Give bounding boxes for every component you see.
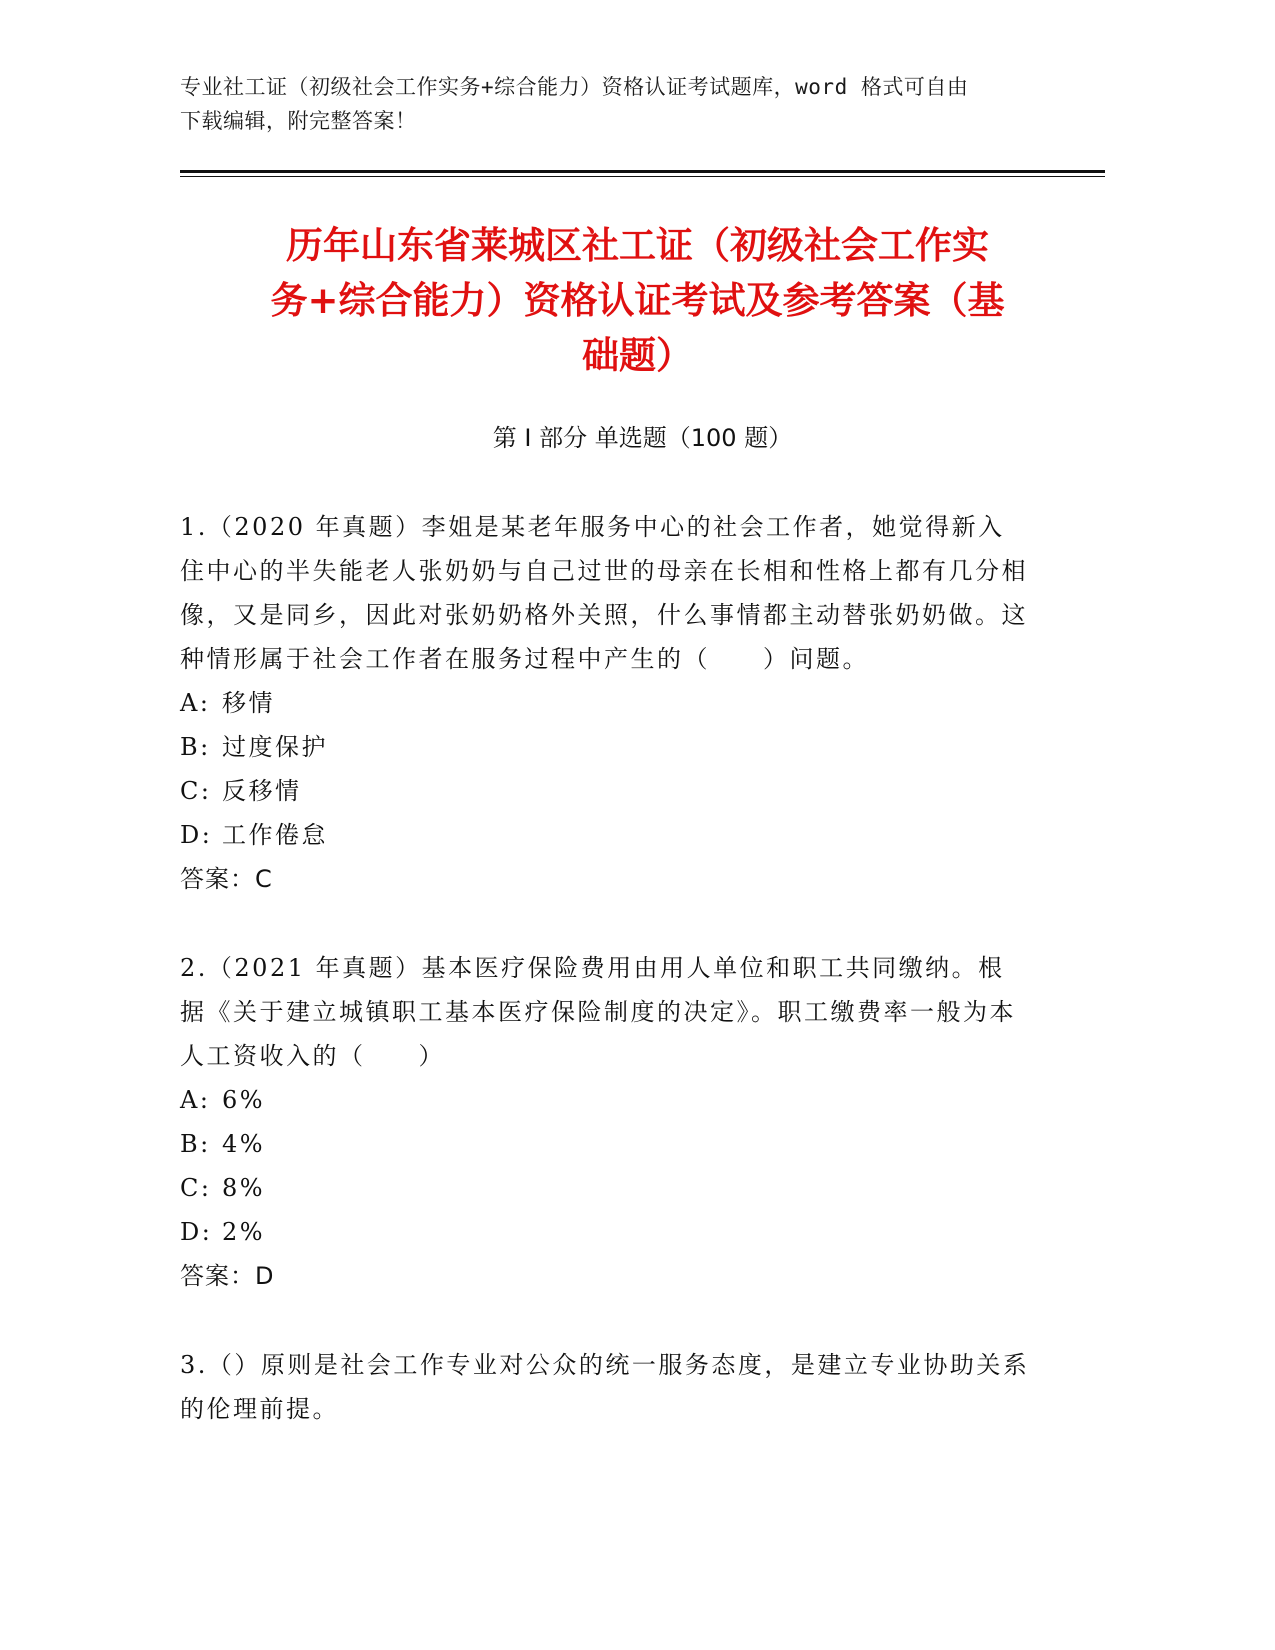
- option-text: 8%: [222, 1174, 266, 1202]
- option-d: [180, 813, 1030, 857]
- option-text: 反移情: [222, 777, 302, 805]
- document-title: [170, 218, 1105, 383]
- question-stem: [180, 505, 1030, 681]
- option-key: D:: [180, 821, 213, 849]
- answer-line: [180, 1254, 1030, 1298]
- question-text: （）原则是社会工作专业对公众的统一服务态度，是建立专业协助关系的伦理前提。: [180, 1351, 1030, 1423]
- title-line-1: 历年山东省莱城区社工证（初级社会工作实: [286, 224, 989, 267]
- section-heading: 第 I 部分 单选题（100 题）: [492, 424, 793, 452]
- question-stem: [180, 946, 1030, 1078]
- option-text: 6%: [222, 1086, 266, 1114]
- question-text: （2021 年真题）基本医疗保险费用由用人单位和职工共同缴纳。根据《关于建立城镇职工基本医疗保险制度的决定》。职工缴费率一般为本人工资收入的（ ）: [180, 954, 1016, 1070]
- header-line-2: 下载编辑，附完整答案！: [180, 109, 417, 133]
- header-rule-thick: [180, 170, 1105, 173]
- option-key: A:: [180, 1086, 211, 1114]
- option-text: 过度保护: [222, 733, 328, 761]
- option-key: C:: [180, 1174, 212, 1202]
- option-text: 4%: [222, 1130, 266, 1158]
- option-d: [180, 1210, 1030, 1254]
- title-line-3: 础题）: [582, 334, 693, 377]
- option-c: [180, 1166, 1030, 1210]
- question-number: 3.: [180, 1351, 208, 1379]
- option-b: [180, 725, 1030, 769]
- answer-value: D: [255, 1262, 275, 1290]
- answer-line: [180, 857, 1030, 901]
- option-key: B:: [180, 733, 211, 761]
- option-c: [180, 769, 1030, 813]
- answer-label: 答案：: [180, 865, 255, 893]
- option-text: 移情: [222, 689, 275, 717]
- answer-label: 答案：: [180, 1262, 255, 1290]
- question-text: （2020 年真题）李姐是某老年服务中心的社会工作者，她觉得新入住中心的半失能老人张奶奶与自己过世的母亲在长相和性格上都有几分相像，又是同乡，因此对张奶奶格外关照，什么事情都主动替张奶奶做。这种情形属于社会工作者在服务过程中产生的（ ）问题。: [180, 513, 1028, 673]
- question-number: 1.: [180, 513, 208, 541]
- question-1: [180, 505, 1030, 901]
- option-text: 2%: [222, 1218, 266, 1246]
- question-list: [180, 505, 1030, 1431]
- header-line-1: 专业社工证（初级社会工作实务+综合能力）资格认证考试题库，word 格式可自由: [180, 75, 969, 99]
- question-number: 2.: [180, 954, 208, 982]
- option-key: A:: [180, 689, 211, 717]
- header-rule-thin: [180, 176, 1105, 177]
- question-stem: [180, 1343, 1030, 1431]
- option-key: C:: [180, 777, 212, 805]
- page-header: [180, 70, 1050, 138]
- option-b: [180, 1122, 1030, 1166]
- answer-value: C: [255, 865, 273, 893]
- option-key: B:: [180, 1130, 211, 1158]
- question-2: [180, 946, 1030, 1298]
- option-text: 工作倦怠: [222, 821, 328, 849]
- option-a: [180, 681, 1030, 725]
- option-key: D:: [180, 1218, 213, 1246]
- option-a: [180, 1078, 1030, 1122]
- question-3: [180, 1343, 1030, 1431]
- title-line-2: 务+综合能力）资格认证考试及参考答案（基: [270, 279, 1005, 322]
